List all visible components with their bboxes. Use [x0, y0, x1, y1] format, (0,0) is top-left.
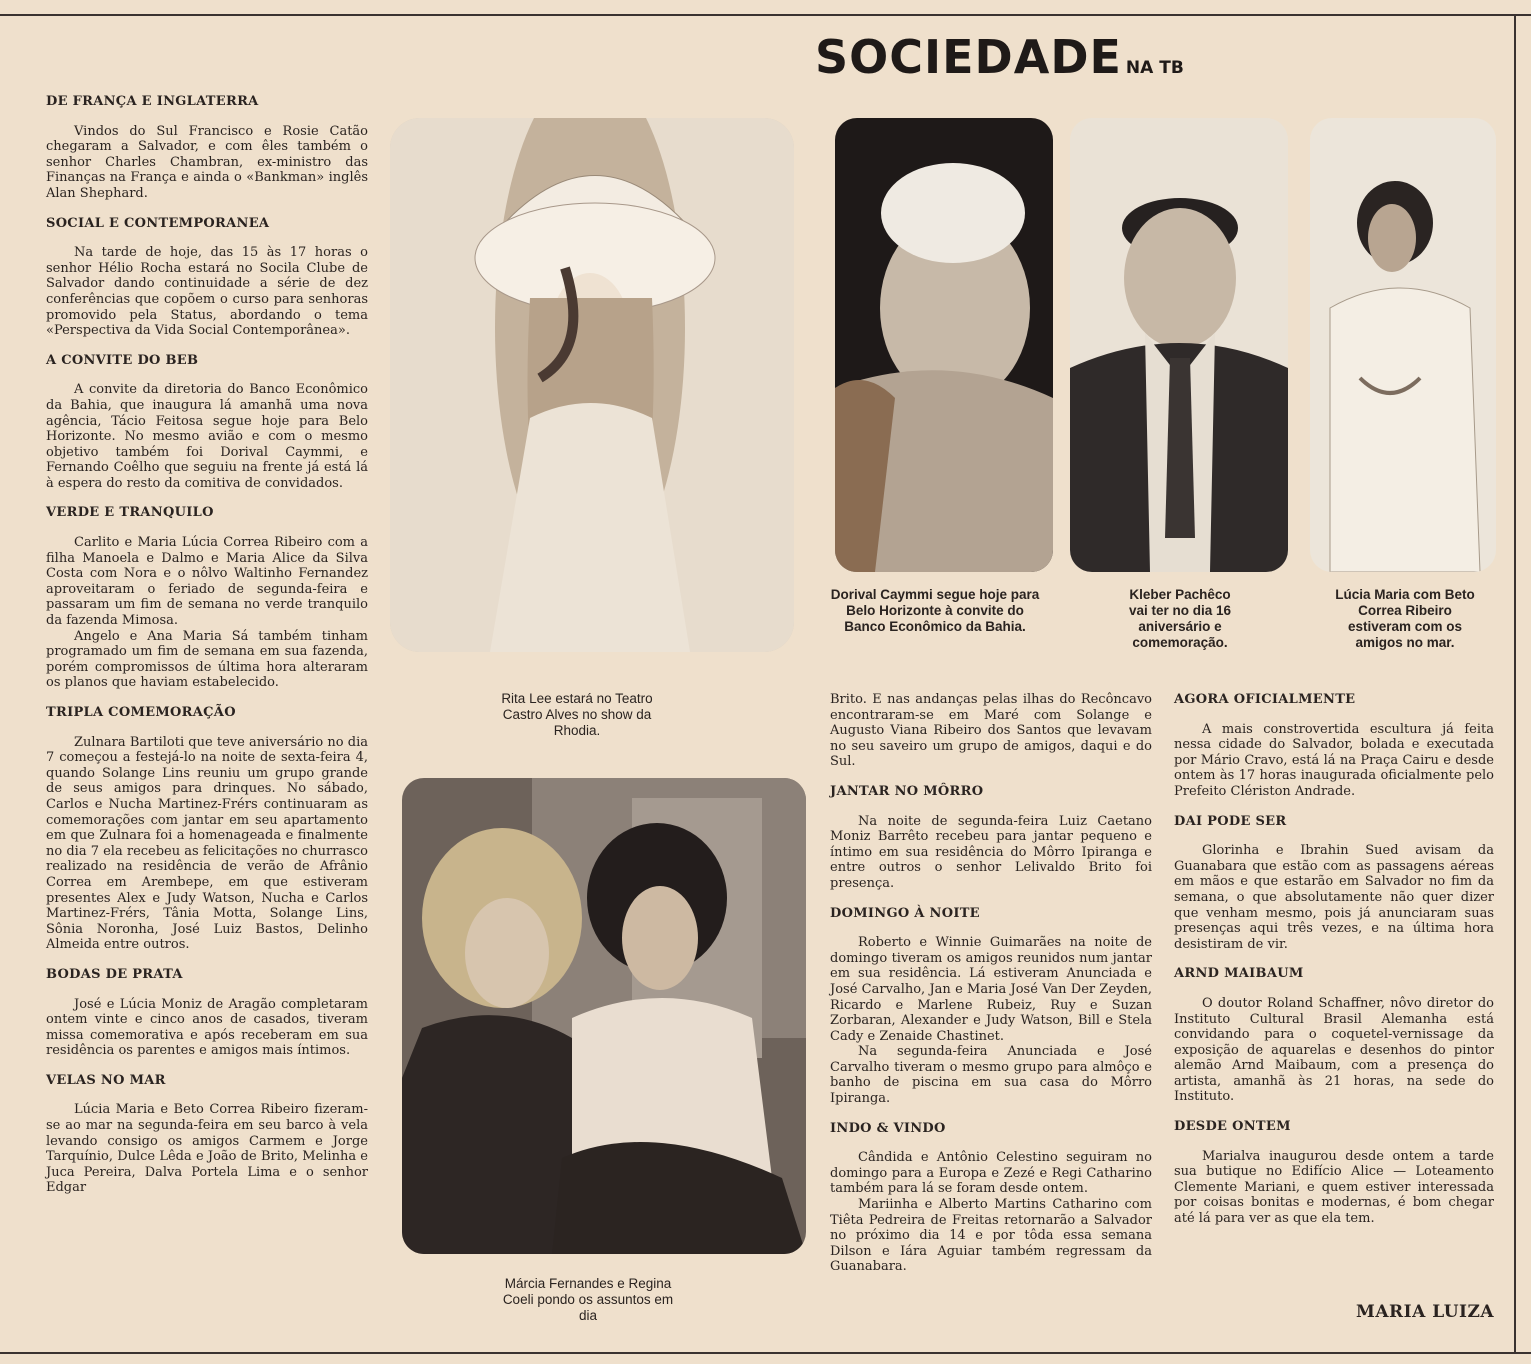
article: [46, 216, 368, 339]
article: [1174, 966, 1494, 1105]
article: [46, 94, 368, 202]
signature-byline: MARIA LUIZA: [1356, 1302, 1495, 1322]
photo-rita-lee: [390, 118, 794, 652]
article: [46, 1073, 368, 1196]
article-text: Lúcia Maria e Beto Correa Ribeiro fizeram-se ao mar na segunda-feira em seu barco à vela levando consigo os amigos Carmem e Jorge Tarquínio, Dulce Lêda e João de Brito, Melinha e Juca Pereira, Dalva Portela Lima e o senhor Edgar: [46, 1102, 368, 1196]
article: [830, 784, 1152, 892]
article-heading: JANTAR NO MÔRRO: [830, 783, 984, 799]
photo-kleber-pacheco: [1070, 118, 1288, 572]
article-text: Mariinha e Alberto Martins Catharino com Tiêta Pedreira de Freitas retornarão a Salvador no próximo dia 14 e por tôda essa semana Dilson e Iára Aguiar também regressam da Guanabara.: [830, 1197, 1152, 1275]
article-heading: ARND MAIBAUM: [1174, 966, 1304, 982]
article-text: Marialva inaugurou desde ontem a tarde sua butique no Edifício Alice — Loteamento Clemente Mariani, e quem estiver interessada por coisas bonitas e modernas, é bom chegar até lá para ver as que ela tem.: [1174, 1148, 1494, 1227]
article-heading: TRIPLA COMEMORAÇÃO: [46, 705, 236, 720]
article-text: Na segunda-feira Anunciada e José Carvalho tiveram o mesmo grupo para almôço e banho de piscina em sua casa do Môrro Ipiranga.: [830, 1044, 1152, 1107]
article-text: Glorinha e Ibrahin Sued avisam da Guanabara que estão com as passagens aéreas em mãos e que estarão em Salvador no fim da semana, o que absolutamente não quer dizer que venham mesmo, pois já anunciaram suas presenças aqui três vezes, e na última hora desistiram de vir.: [1174, 843, 1494, 952]
column-4: [1174, 692, 1494, 1241]
article: [46, 705, 368, 953]
article-heading: A CONVITE DO BEB: [46, 352, 199, 368]
article: [1174, 1119, 1494, 1227]
article-text: Brito. E nas andanças pelas ilhas do Recôncavo encontraram-se em Maré com Solange e Augusto Viana Ribeiro dos Santos que levavam no seu saveiro um grupo de amigos, daqui e do Sul.: [830, 692, 1152, 770]
article-text: Cândida e Antônio Celestino seguiram no domingo para a Europa e Zezé e Regi Catharino também para lá se foram desde ontem.: [830, 1150, 1152, 1197]
article-heading: AGORA OFICIALMENTE: [1174, 692, 1356, 707]
article-heading: DE FRANÇA E INGLATERRA: [46, 94, 259, 109]
article: [830, 906, 1152, 1107]
article: [830, 692, 1152, 770]
article: [1174, 814, 1494, 953]
article-text: A mais constrovertida escultura já feita nessa cidade do Salvador, bolada e executada por Mário Cravo, está lá na Praça Cairu e desde ontem às 17 horas inaugurada oficialmente pelo Prefeito Clériston Andrade.: [1174, 721, 1494, 799]
right-rule: [1514, 14, 1516, 1354]
article-heading: DAI PODE SER: [1174, 813, 1287, 829]
article-text: Vindos do Sul Francisco e Rosie Catão chegaram a Salvador, e com êles também o senhor Charles Chambran, ex-ministro das Finanças na França e ainda o «Bankman» inglês Alan Shephard.: [46, 123, 368, 201]
masthead: [815, 30, 1184, 90]
top-rule: [0, 14, 1531, 16]
article-text: Na tarde de hoje, das 15 às 17 horas o senhor Hélio Rocha estará no Socila Clube de Salvador dando continuidade a série de dez conferências que copõem o curso para senhoras promovido pela Status, abordando o tema «Perspectiva da Vida Social Contemporânea».: [46, 245, 368, 339]
article-text: O doutor Roland Schaffner, nôvo diretor do Instituto Cultural Brasil Alemanha está convidando para o coquetel-vernissage da exposição de aquarelas e desenhos do pintor alemão Arnd Maibaum, com a presença do artista, amanhã às 21 horas, na sede do Instituto.: [1174, 995, 1494, 1105]
caption-lucia-maria: Lúcia Maria com Beto Correa Ribeiro estiveram com os amigos no mar.: [1335, 587, 1475, 650]
article-heading: DESDE ONTEM: [1174, 1119, 1291, 1135]
article-heading: SOCIAL E CONTEMPORANEA: [46, 215, 270, 231]
article: [46, 967, 368, 1059]
article-text: A convite da diretoria do Banco Econômico da Bahia, que inaugura lá amanhã uma nova agência, Tácio Feitosa segue hoje para Belo Horizonte. No mesmo avião e com o mesmo objetivo também foi Dorival Caymmi, e Fernando Coêlho que seguiu na frente já está lá à espera do resto da comitiva de convidados.: [46, 382, 368, 491]
bottom-rule: [0, 1352, 1531, 1354]
article: [830, 1121, 1152, 1275]
photo-dorival-caymmi: [835, 118, 1053, 572]
article: [46, 505, 368, 691]
photo-marcia-regina: [402, 778, 806, 1254]
article-text: José e Lúcia Moniz de Aragão completaram ontem vinte e cinco anos de casados, tiveram missa comemorativa e após receberam em sua residência os parentes e amigos mais íntimos.: [46, 996, 368, 1059]
caption-kleber-pacheco: Kleber Pachêco vai ter no dia 16 aniversário e comemoração.: [1128, 587, 1232, 650]
masthead-title: SOCIEDADE: [815, 30, 1122, 84]
article-heading: BODAS DE PRATA: [46, 966, 183, 982]
article-heading: VERDE E TRANQUILO: [46, 505, 214, 521]
caption-dorival-caymmi: Dorival Caymmi segue hoje para Belo Horizonte à convite do Banco Econômico da Bahia.: [830, 587, 1040, 634]
article-heading: VELAS NO MAR: [46, 1072, 166, 1088]
column-3: [830, 692, 1152, 1289]
article-text: Roberto e Winnie Guimarães na noite de domingo tiveram os amigos reunidos num jantar em sua residência. Lá estiveram Anunciada e José Carvalho, Jan e Maria José Van Der Zeyden, Ricardo e Marlene Rubeiz, Ruy e Suzan Zorbaran, Alexander e Judy Watson, Bill e Stela Cady e Zenaide Chastinet.: [830, 935, 1152, 1044]
article: [46, 353, 368, 492]
article-heading: DOMINGO À NOITE: [830, 905, 980, 921]
article-text: Carlito e Maria Lúcia Correa Ribeiro com a filha Manoela e Dalmo e Maria Alice da Silva Costa com Nora e o nôlvo Waltinho Fernandez aproveitaram o feriado de segunda-feira e passaram um fim de semana no verde tranquilo da fazenda Mimosa.: [46, 535, 368, 629]
article-text: Zulnara Bartiloti que teve aniversário no dia 7 começou a festejá-lo na noite de sexta-feira 4, quando Solange Lins reuniu um grupo grande de seus amigos para drinques. No sábado, Carlos e Nucha Martinez-Frérs continuaram as comemorações com jantar em seu apartamento em que Zulnara foi a homenageada e finalmente no dia 7 ela recebeu as felicitações no churrasco realizado na residência de verão de Afrânio Correa em Arembepe, em que estiveram presentes Alex e Judy Watson, Nucha e Carlos Martinez-Frérs, Tânia Motta, Solange Lins, Sônia Noronha, José Luiz Bastos, Delinho Almeida entre outros.: [46, 734, 368, 953]
masthead-suffix: NA TB: [1125, 58, 1184, 78]
article-text: Angelo e Ana Maria Sá também tinham programado um fim de semana em sua fazenda, porém compromissos de última hora alteraram os planos que haviam estabelecido.: [46, 628, 368, 691]
article-text: Na noite de segunda-feira Luiz Caetano Moniz Barrêto recebeu para jantar pequeno e íntimo em sua residência do Môrro Ipiranga e entre outros o senhor Lelivaldo Brito foi presença.: [830, 813, 1152, 891]
column-1: [46, 94, 368, 1210]
photo-lucia-maria: [1310, 118, 1496, 572]
caption-rita-lee: Rita Lee estará no Teatro Castro Alves no show da Rhodia.: [501, 691, 653, 738]
article: [1174, 692, 1494, 800]
article-heading: INDO & VINDO: [830, 1120, 946, 1136]
caption-marcia-regina: Márcia Fernandes e Regina Coeli pondo os assuntos em dia: [502, 1276, 674, 1323]
